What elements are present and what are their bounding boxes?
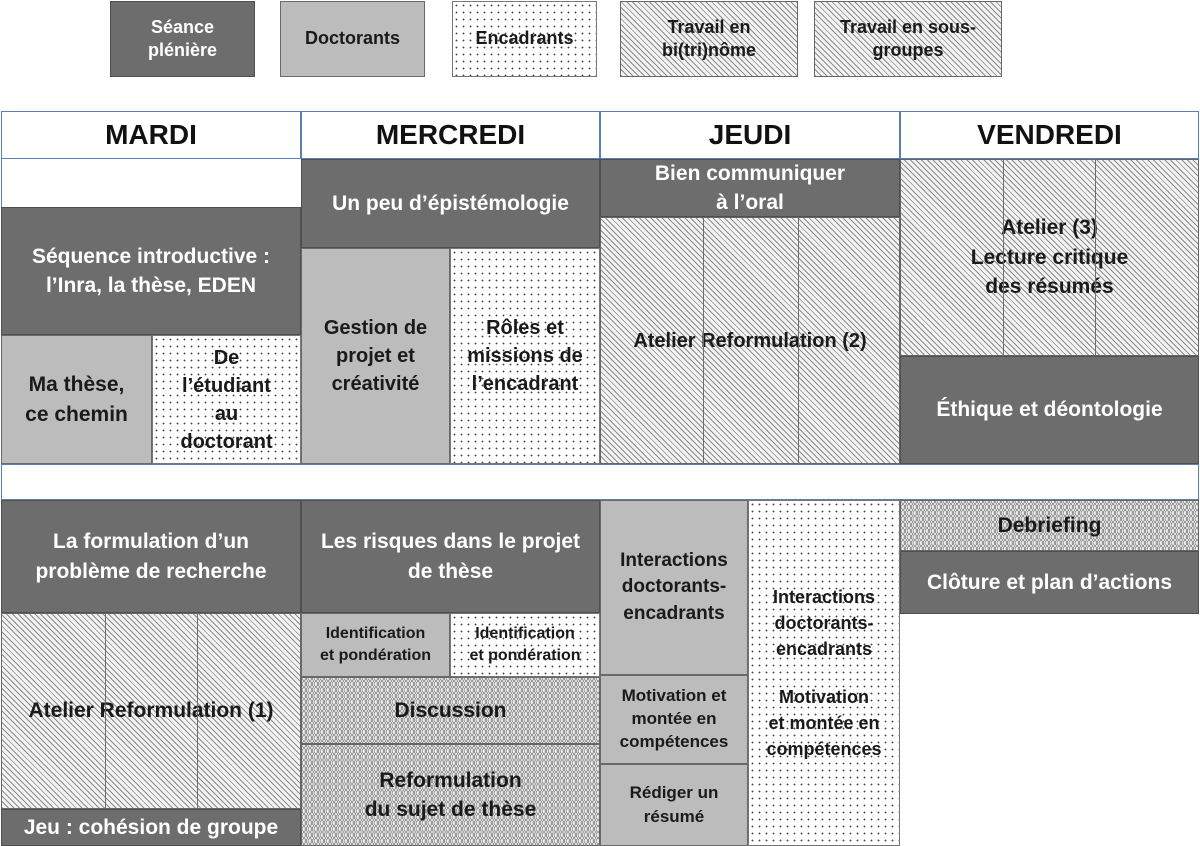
subgroup-divider <box>798 217 799 464</box>
session-interactions-doctorants: Interactions doctorants- encadrants <box>600 500 748 675</box>
day-header-jeudi: JEUDI <box>600 111 900 159</box>
subgroup-divider <box>703 217 704 464</box>
session-interactions-encadrants: Interactions doctorants- encadrants <box>772 586 876 659</box>
subgroup-divider <box>197 613 198 809</box>
day-header-vendredi: VENDREDI <box>900 111 1199 159</box>
subgroup-divider <box>1095 159 1096 356</box>
session-reformulation-sujet: Reformulation du sujet de thèse <box>301 744 600 846</box>
subgroup-divider <box>1003 159 1004 356</box>
legend-doctorants: Doctorants <box>280 1 425 77</box>
session-identification-encadrants: Identification et pondération <box>450 613 600 677</box>
legend-sous-groupes: Travail en sous- groupes <box>814 1 1002 77</box>
day-header-mardi: MARDI <box>1 111 301 159</box>
session-ma-these: Ma thèse, ce chemin <box>1 335 152 464</box>
session-etudiant-doctorant: De l’étudiant au doctorant <box>152 335 301 464</box>
legend-binome: Travail en bi(tri)nôme <box>620 1 798 77</box>
session-formulation-probleme: La formulation d’un problème de recherche <box>1 500 301 613</box>
session-bien-communiquer: Bien communiquer à l’oral <box>600 159 900 217</box>
session-rediger-resume: Rédiger un résumé <box>600 764 748 846</box>
session-motivation-doctorants: Motivation et montée en compétences <box>600 675 748 764</box>
session-epistemologie: Un peu d’épistémologie <box>301 159 600 248</box>
subgroup-divider <box>105 613 106 809</box>
midday-gap <box>1 464 1199 500</box>
session-gestion-projet: Gestion de projet et créativité <box>301 248 450 464</box>
session-atelier-reformulation-1: Atelier Reformulation (1) <box>1 613 301 809</box>
session-discussion: Discussion <box>301 677 600 744</box>
session-ethique: Éthique et déontologie <box>900 356 1199 464</box>
session-sequence-introductive: Séquence introductive : l’Inra, la thèse, EDEN <box>1 207 301 335</box>
session-identification-doctorants: Identification et pondération <box>301 613 450 677</box>
legend-seance-pleniere: Séance plénière <box>110 1 255 77</box>
session-debriefing: Debriefing <box>900 500 1199 551</box>
session-atelier-reformulation-2: Atelier Reformulation (2) <box>600 217 900 464</box>
jeudi-encadrants-block <box>748 500 900 846</box>
legend-encadrants: Encadrants <box>452 1 597 77</box>
session-atelier-3: Atelier (3) Lecture critique des résumés <box>900 159 1199 356</box>
session-motivation-encadrants: Motivation et montée en compétences <box>766 687 882 760</box>
session-roles-encadrant: Rôles et missions de l’encadrant <box>450 248 600 464</box>
day-header-mercredi: MERCREDI <box>301 111 600 159</box>
session-jeu-cohesion: Jeu : cohésion de groupe <box>1 809 301 846</box>
session-cloture: Clôture et plan d’actions <box>900 551 1199 614</box>
session-risques-projet: Les risques dans le projet de thèse <box>301 500 600 613</box>
